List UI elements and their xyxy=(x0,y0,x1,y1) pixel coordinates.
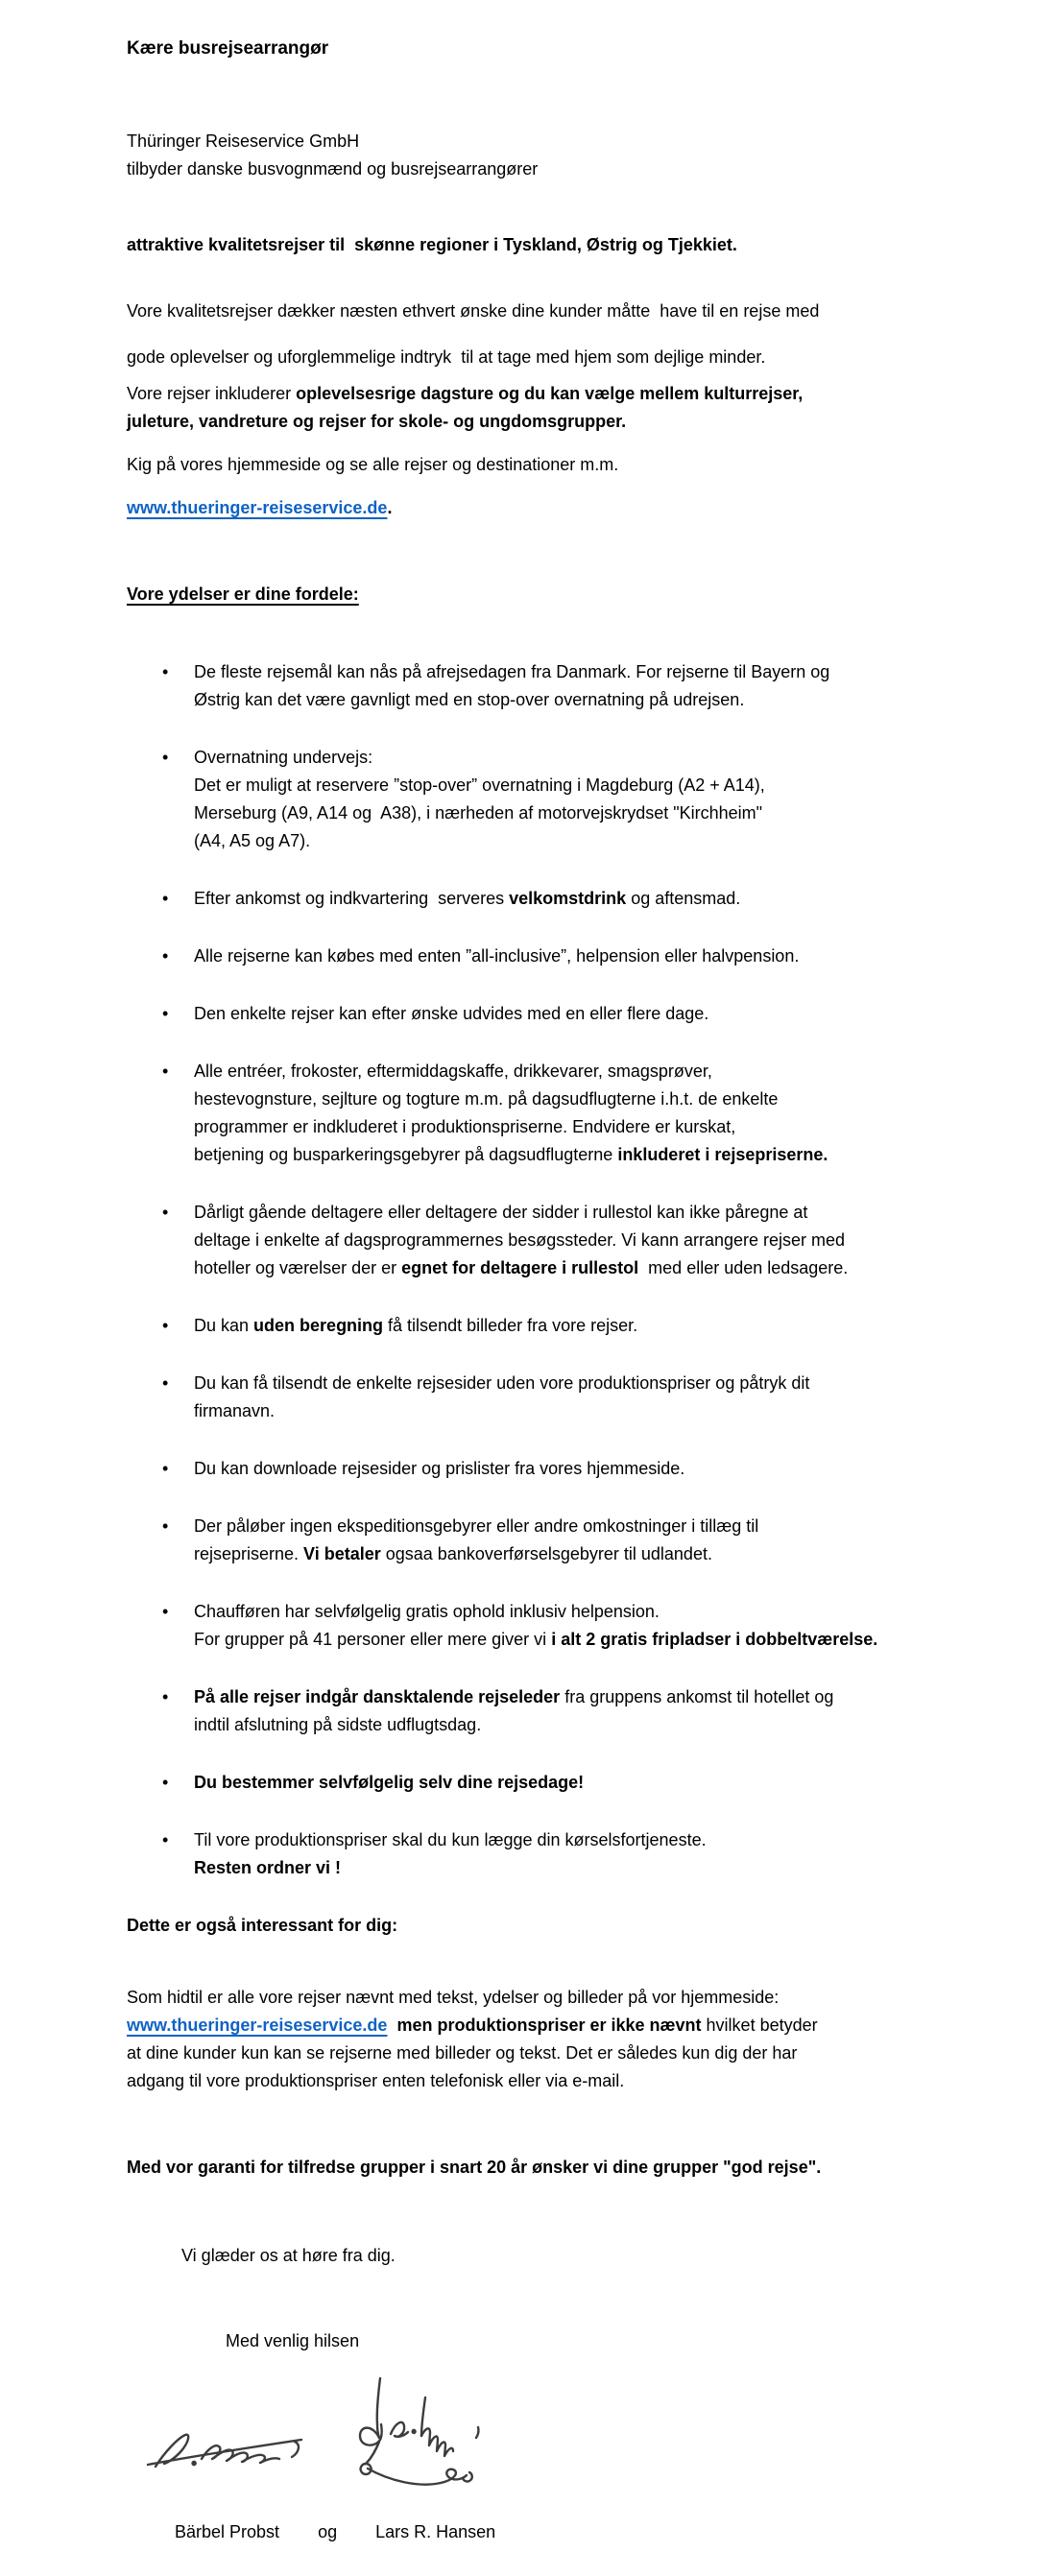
letter-title xyxy=(127,36,941,60)
bullet-item xyxy=(127,658,941,714)
text-run: Alle rejserne kan købes med enten ”all-inclusive”, helpension eller halvpension. xyxy=(194,946,800,966)
text-run: Vore kvalitetsrejser dækker næsten ethvert ønske dine kunder måtte have til en rejse med xyxy=(127,301,820,321)
signatory-name: Bärbel Probst xyxy=(175,2522,280,2541)
signature-lars-hansen-image xyxy=(327,2373,486,2516)
paragraph xyxy=(127,494,941,522)
text-run: Med venlig hilsen xyxy=(226,2331,360,2350)
text-run: med eller uden ledsagere. xyxy=(638,1258,849,1277)
bullet-item xyxy=(127,1455,941,1483)
signature-names-row xyxy=(127,2518,941,2546)
paragraph xyxy=(127,231,941,259)
text-run: deltage i enkelte af dagsprogrammernes besøgssteder. Vi kann arrangere rejser med xyxy=(194,1230,846,1250)
text-run: attraktive kvalitetsrejser til skønne regioner i Tyskland, Østrig og Tjekkiet. xyxy=(127,235,737,254)
website-link[interactable]: www.thueringer-reiseservice.de xyxy=(127,2015,388,2035)
text-run: Der påløber ingen ekspeditionsgebyrer eller andre omkostninger i tillæg til xyxy=(194,1516,759,1536)
paragraph xyxy=(127,2154,941,2182)
text-run: rejsepriserne. xyxy=(194,1544,304,1563)
text-run: Vore ydelser er dine fordele: xyxy=(127,584,359,604)
signatures-row xyxy=(140,2369,941,2511)
text-run: at dine kunder kun kan se rejserne med billeder og tekst. Det er således kun dig der har xyxy=(127,2043,798,2063)
text-run: Dette er også interessant for dig: xyxy=(127,1916,398,1935)
text-run: . xyxy=(387,498,393,517)
text-run: Dårligt gående deltagere eller deltagere der sidder i rullestol kan ikke påregne at xyxy=(194,1203,808,1222)
text-run: oplevelsesrige dagsture og du kan vælge mellem kulturrejser, xyxy=(296,384,804,403)
paragraph xyxy=(127,2242,941,2270)
text-run: Overnatning undervejs: xyxy=(194,748,373,767)
text-run: Alle entréer, frokoster, eftermiddagskaffe, drikkevarer, smagsprøver, xyxy=(194,1061,712,1081)
bullet-item xyxy=(127,1683,941,1739)
text-run: På alle rejser indgår dansktalende rejseleder xyxy=(194,1687,561,1706)
text-run: juleture, vandreture og rejser for skole- og ungdomsgrupper. xyxy=(127,412,627,431)
bullet-item xyxy=(127,1058,941,1169)
website-link[interactable]: www.thueringer-reiseservice.de xyxy=(127,498,388,517)
text-run: indtil afslutning på sidste udflugtsdag. xyxy=(194,1715,482,1734)
text-run: og aftensmad. xyxy=(626,889,741,908)
text-run: De fleste rejsemål kan nås på afrejsedagen fra Danmark. For rejserne til Bayern og xyxy=(194,662,830,681)
section-heading xyxy=(127,1912,941,1940)
bullet-item xyxy=(127,885,941,913)
text-run: Chaufføren har selvfølgelig gratis ophold inklusiv helpension. xyxy=(194,1602,660,1621)
text-run: få tilsendt billeder fra vore rejser. xyxy=(383,1316,638,1335)
section-heading xyxy=(127,581,941,608)
paragraph xyxy=(127,1984,941,2095)
text-run: Du bestemmer selvfølgelig selv dine rejsedage! xyxy=(194,1773,585,1792)
text-run: Merseburg (A9, A14 og A38), i nærheden af motorvejskrydset "Kirchheim" xyxy=(194,803,763,823)
bullet-item xyxy=(127,744,941,855)
text-run: ogsaa bankoverførselsgebyrer til udlandet. xyxy=(380,1544,712,1563)
bullet-item xyxy=(127,1199,941,1282)
text-run: Vi glæder os at høre fra dig. xyxy=(181,2246,396,2265)
text-run: Thüringer Reiseservice GmbH xyxy=(127,131,360,151)
text-run: fra gruppens ankomst til hotellet og xyxy=(560,1687,834,1706)
paragraph xyxy=(127,451,941,479)
text-run: i alt 2 gratis fripladser i dobbeltværelse. xyxy=(551,1630,878,1649)
bullet-item xyxy=(127,1312,941,1340)
text-run: uden beregning xyxy=(253,1316,384,1335)
text-run: Østrig kan det være gavnligt med en stop-over overnatning på udrejsen. xyxy=(194,690,745,709)
paragraph xyxy=(127,288,941,380)
text-run: Med vor garanti for tilfredse grupper i snart 20 år ønsker vi dine grupper "god rejse". xyxy=(127,2158,822,2177)
text-run: hvilket betyder xyxy=(701,2015,818,2035)
text-run: egnet for deltagere i rullestol xyxy=(401,1258,639,1277)
text-run: betjening og busparkeringsgebyrer på dagsudflugterne xyxy=(194,1145,618,1164)
text-run: hestevognsture, sejlture og togture m.m. på dagsudflugterne i.h.t. de enkelte xyxy=(194,1089,779,1109)
text-run: Den enkelte rejser kan efter ønske udvides med en eller flere dage. xyxy=(194,1004,709,1023)
bullet-item xyxy=(127,942,941,970)
text-run: Kære busrejsearrangør xyxy=(127,38,329,59)
signatory-name: Lars R. Hansen xyxy=(375,2522,496,2541)
signature-barbel-probst-image xyxy=(140,2411,308,2486)
bullet-item xyxy=(127,1826,941,1882)
paragraph xyxy=(127,2327,941,2355)
text-run: Du kan xyxy=(194,1316,254,1335)
bullet-item xyxy=(127,1769,941,1797)
text-run: programmer er indkluderet i produktionspriserne. Endvidere er kurskat, xyxy=(194,1117,736,1136)
text-run: Vore rejser inkluderer xyxy=(127,384,297,403)
text-run: Det er muligt at reservere ”stop-over” overnatning i Magdeburg (A2 + A14), xyxy=(194,775,765,795)
signatory-name: og xyxy=(318,2522,338,2541)
bullet-item xyxy=(127,1370,941,1425)
bullet-item xyxy=(127,1000,941,1028)
text-run: Som hidtil er alle vore rejser nævnt med tekst, ydelser og billeder på vor hjemmeside: xyxy=(127,1988,780,2007)
text-run: Kig på vores hjemmeside og se alle rejser og destinationer m.m. xyxy=(127,455,619,474)
text-run: (A4, A5 og A7). xyxy=(194,831,311,850)
bullet-item xyxy=(127,1513,941,1568)
text-run: For grupper på 41 personer eller mere giver vi xyxy=(194,1630,552,1649)
text-run: firmanavn. xyxy=(194,1401,276,1420)
text-run: gode oplevelser og uforglemmelige indtryk til at tage med hjem som dejlige minder. xyxy=(127,347,766,367)
bullet-item xyxy=(127,1598,941,1654)
text-run: adgang til vore produktionspriser enten telefonisk eller via e-mail. xyxy=(127,2071,625,2090)
text-run: Du kan få tilsendt de enkelte rejsesider uden vore produktionspriser og påtryk dit xyxy=(194,1373,810,1393)
text-run: Vi betaler xyxy=(303,1544,381,1563)
text-run: tilbyder danske busvognmænd og busrejsearrangører xyxy=(127,159,539,179)
text-run: Efter ankomst og indkvartering serveres xyxy=(194,889,510,908)
paragraph xyxy=(127,380,941,436)
text-run: velkomstdrink xyxy=(509,889,627,908)
text-run: inkluderet i rejsepriserne. xyxy=(617,1145,828,1164)
text-run: men produktionspriser er ikke nævnt xyxy=(387,2015,702,2035)
paragraph xyxy=(127,128,941,183)
text-run: Resten ordner vi ! xyxy=(194,1858,342,1877)
text-run: hoteller og værelser der er xyxy=(194,1258,402,1277)
text-run: Til vore produktionspriser skal du kun lægge din kørselsfortjeneste. xyxy=(194,1830,707,1849)
text-run: Du kan downloade rejsesider og prislister fra vores hjemmeside. xyxy=(194,1459,685,1478)
